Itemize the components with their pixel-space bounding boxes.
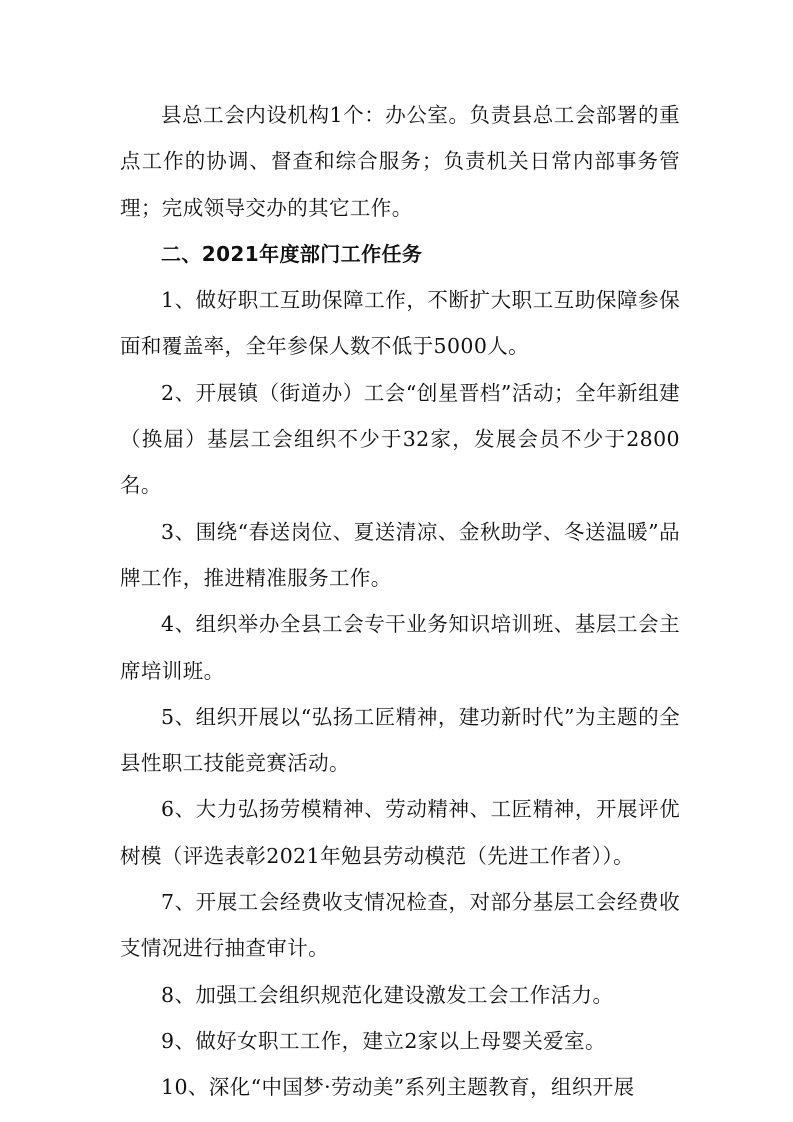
task-item-10: 10、深化“中国梦·劳动美”系列主题教育，组织开展 <box>161 1075 635 1100</box>
task-item-5: 5、组织开展以“弘扬工匠精神，建功新时代”为主题的全县性职工技能竞赛活动。 <box>120 704 680 776</box>
task-item-4: 4、组织举办全县工会专干业务知识培训班、基层工会主席培训班。 <box>120 612 680 683</box>
task-item-6: 6、大力弘扬劳模精神、劳动精神、工匠精神，开展评优树模（评选表彰2021年勉县劳动模范（先进工作者））。 <box>120 797 680 868</box>
document-body <box>120 92 680 1111</box>
intro-paragraph: 县总工会内设机构1个：办公室。负责县总工会部署的重点工作的协调、督查和综合服务；负责机关日常内部事务管理；完成领导交办的其它工作。 <box>120 103 680 220</box>
task-item-2: 2、开展镇（街道办）工会“创星晋档”活动；全年新组建（换届）基层工会组织不少于32家，发展会员不少于2800名。 <box>120 380 680 498</box>
section-heading: 二、2021年度部门工作任务 <box>161 241 423 266</box>
task-item-7: 7、开展工会经费收支情况检查，对部分基层工会经费收支情况进行抽查审计。 <box>120 890 680 961</box>
task-item-3: 3、围绕“春送岗位、夏送清凉、金秋助学、冬送温暖”品牌工作，推进精准服务工作。 <box>120 519 680 590</box>
task-item-1: 1、做好职工互助保障工作，不断扩大职工互助保障参保面和覆盖率，全年参保人数不低于5000人。 <box>120 288 680 359</box>
task-item-9: 9、做好女职工工作，建立2家以上母婴关爱室。 <box>161 1028 606 1053</box>
task-item-8: 8、加强工会组织规范化建设激发工会工作活力。 <box>161 982 614 1007</box>
